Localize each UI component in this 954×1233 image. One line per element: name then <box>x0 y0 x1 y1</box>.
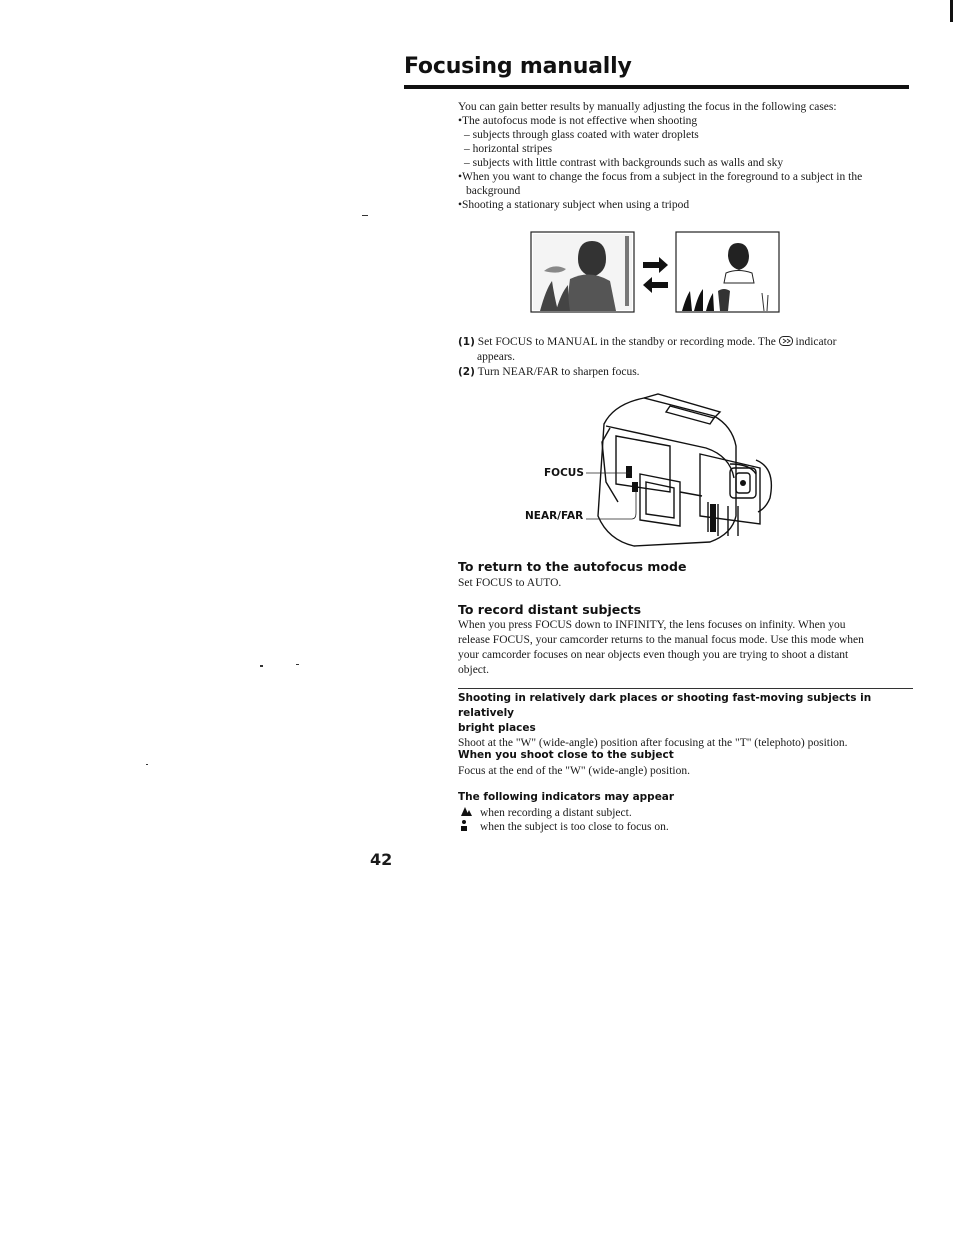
step-text: Set FOCUS to MANUAL in the standby or recording mode. The <box>477 336 776 348</box>
indicator-item <box>460 806 669 820</box>
step-1 <box>458 335 918 350</box>
distant-subject-icon <box>460 805 472 817</box>
near-far-label: NEAR/FAR <box>525 510 584 522</box>
sharp-image <box>676 232 779 312</box>
text-line: release FOCUS, your camcorder returns to the manual focus mode. Use this mode when <box>458 634 864 646</box>
case-subitem: – horizontal stripes <box>464 143 553 155</box>
page-title: Focusing manually <box>404 54 632 79</box>
scan-speck <box>296 664 299 665</box>
dark-places-note <box>458 691 918 750</box>
return-autofocus-text: Set FOCUS to AUTO. <box>458 577 562 589</box>
distant-subjects-text <box>458 618 918 678</box>
step-1-cont: appears. <box>477 351 515 363</box>
page-number: 42 <box>370 850 393 869</box>
too-close-icon <box>460 819 472 831</box>
switch-arrows-icon <box>643 257 668 293</box>
dark-places-heading: Shooting in relatively dark places or shooting fast-moving subjects in relatively <box>458 692 872 719</box>
case-subitem: – subjects with little contrast with backgrounds such as walls and sky <box>464 157 784 169</box>
indicator-list <box>460 806 669 834</box>
step-number: (2) <box>458 366 475 378</box>
indicators-heading: The following indicators may appear <box>458 791 675 803</box>
case-item: •When you want to change the focus from a subject in the foreground to a subject in the <box>458 171 863 183</box>
notes-divider <box>458 688 913 689</box>
case-item-cont: background <box>466 185 521 197</box>
close-subject-heading: When you shoot close to the subject <box>458 749 674 761</box>
focus-label: FOCUS <box>544 467 584 479</box>
case-item: •Shooting a stationary subject when using a tripod <box>458 199 690 211</box>
return-autofocus-heading: To return to the autofocus mode <box>458 559 687 574</box>
text-line: object. <box>458 664 489 676</box>
focus-comparison-illustration <box>530 231 782 315</box>
intro-block <box>458 100 918 212</box>
camera-leader-lines <box>583 466 641 526</box>
case-subitem: – subjects through glass coated with water droplets <box>464 129 699 141</box>
steps-block <box>458 335 918 380</box>
case-item: •The autofocus mode is not effective when shooting <box>458 115 698 127</box>
step-text: Turn NEAR/FAR to sharpen focus. <box>477 366 640 378</box>
dark-places-text: Shoot at the "W" (wide-angle) position after focusing at the "T" (telephoto) position. <box>458 737 848 749</box>
indicator-item <box>460 820 669 834</box>
indicator-text: when recording a distant subject. <box>480 807 632 819</box>
intro-lead: You can gain better results by manually adjusting the focus in the following cases: <box>458 101 837 113</box>
blurred-image <box>531 232 634 312</box>
page-edge-mark <box>950 0 953 22</box>
scan-speck <box>260 665 263 667</box>
text-line: your camcorder focuses on near objects even though you are trying to shoot a distant <box>458 649 849 661</box>
scan-speck <box>146 764 148 765</box>
scan-speck <box>362 215 368 216</box>
manual-focus-indicator-icon <box>779 336 793 346</box>
step-text-after: indicator <box>795 336 837 348</box>
dark-places-heading-cont: bright places <box>458 722 536 734</box>
close-subject-text: Focus at the end of the "W" (wide-angle) position. <box>458 765 690 777</box>
text-line: When you press FOCUS down to INFINITY, the lens focuses on infinity. When you <box>458 619 846 631</box>
indicator-text: when the subject is too close to focus on. <box>480 821 669 833</box>
step-2 <box>458 365 918 380</box>
title-rule <box>404 85 909 89</box>
step-number: (1) <box>458 336 475 348</box>
distant-subjects-heading: To record distant subjects <box>458 602 642 617</box>
